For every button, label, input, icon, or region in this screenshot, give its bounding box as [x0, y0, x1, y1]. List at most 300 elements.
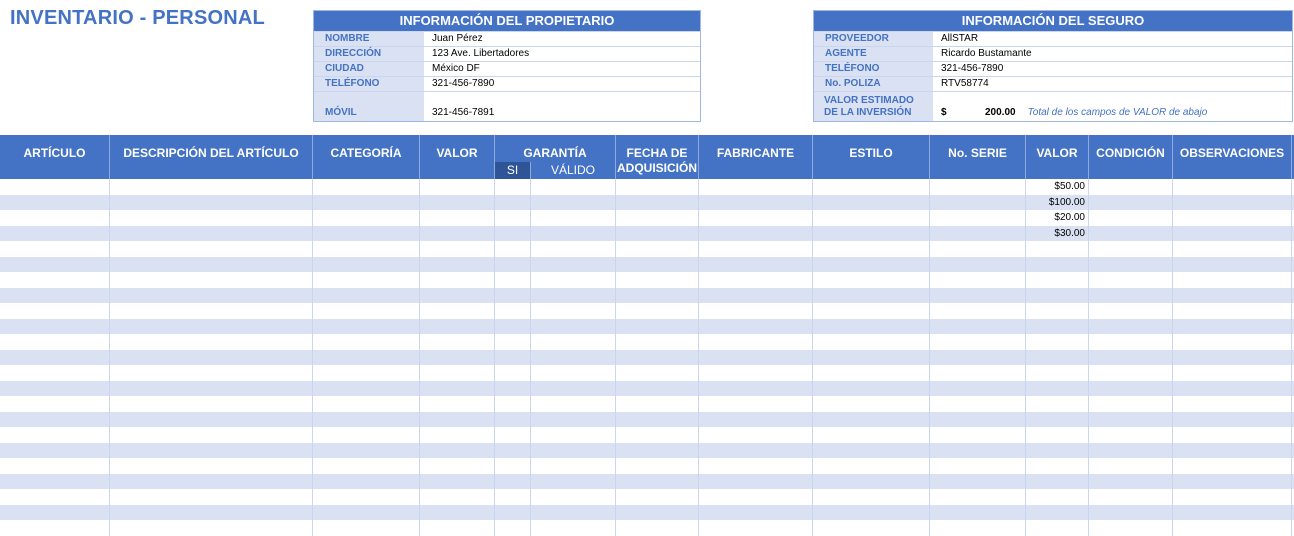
table-cell[interactable]: [110, 365, 313, 381]
table-cell[interactable]: [1089, 210, 1173, 226]
table-cell[interactable]: [616, 272, 699, 288]
table-cell[interactable]: [110, 179, 313, 195]
table-cell[interactable]: [813, 210, 930, 226]
table-cell[interactable]: [420, 458, 495, 474]
table-cell[interactable]: [813, 458, 930, 474]
table-cell[interactable]: [110, 272, 313, 288]
table-cell[interactable]: [110, 412, 313, 428]
table-cell[interactable]: [930, 241, 1026, 257]
table-cell[interactable]: [531, 474, 616, 490]
table-cell[interactable]: [495, 241, 531, 257]
table-cell[interactable]: [1089, 179, 1173, 195]
table-cell[interactable]: [1089, 427, 1173, 443]
table-cell[interactable]: [531, 381, 616, 397]
table-cell[interactable]: [0, 489, 110, 505]
table-cell[interactable]: [930, 257, 1026, 273]
table-cell[interactable]: [930, 396, 1026, 412]
table-cell[interactable]: [813, 257, 930, 273]
col-subheader-warranty-yes[interactable]: SI: [495, 162, 531, 179]
table-cell[interactable]: [813, 272, 930, 288]
table-cell[interactable]: [110, 195, 313, 211]
table-cell[interactable]: [616, 365, 699, 381]
col-header-category[interactable]: CATEGORÍA: [313, 135, 420, 179]
table-cell[interactable]: [495, 257, 531, 273]
table-cell[interactable]: [110, 210, 313, 226]
table-cell[interactable]: [813, 396, 930, 412]
owner-address-value[interactable]: 123 Ave. Libertadores: [432, 48, 530, 59]
table-cell[interactable]: [930, 427, 1026, 443]
table-cell[interactable]: [313, 226, 420, 242]
table-cell[interactable]: [495, 520, 531, 536]
col-header-description[interactable]: DESCRIPCIÓN DEL ARTÍCULO: [110, 135, 313, 179]
table-cell[interactable]: [1089, 396, 1173, 412]
table-cell[interactable]: [616, 303, 699, 319]
table-cell[interactable]: [0, 505, 110, 521]
table-cell[interactable]: [1026, 319, 1089, 335]
table-cell[interactable]: [0, 257, 110, 273]
table-cell[interactable]: [495, 396, 531, 412]
table-cell[interactable]: [110, 288, 313, 304]
table-cell[interactable]: [110, 474, 313, 490]
table-cell[interactable]: [1026, 381, 1089, 397]
table-cell[interactable]: [930, 520, 1026, 536]
table-cell[interactable]: [1173, 474, 1292, 490]
col-header-item[interactable]: ARTÍCULO: [0, 135, 110, 179]
table-cell[interactable]: [616, 412, 699, 428]
table-cell[interactable]: [420, 381, 495, 397]
table-cell[interactable]: [930, 365, 1026, 381]
table-cell[interactable]: [699, 427, 813, 443]
table-cell[interactable]: [495, 443, 531, 459]
table-cell[interactable]: [813, 443, 930, 459]
table-cell[interactable]: [313, 474, 420, 490]
table-cell[interactable]: [1089, 443, 1173, 459]
table-cell[interactable]: [531, 489, 616, 505]
table-cell[interactable]: [313, 272, 420, 288]
table-cell[interactable]: [699, 210, 813, 226]
table-cell[interactable]: [531, 443, 616, 459]
table-cell[interactable]: [699, 179, 813, 195]
table-cell[interactable]: [1173, 288, 1292, 304]
table-cell[interactable]: [616, 334, 699, 350]
table-cell[interactable]: [1089, 381, 1173, 397]
table-cell[interactable]: [110, 257, 313, 273]
table-cell[interactable]: [1026, 303, 1089, 319]
table-cell[interactable]: [1173, 381, 1292, 397]
table-cell[interactable]: [420, 195, 495, 211]
table-cell[interactable]: [531, 520, 616, 536]
table-cell[interactable]: [495, 350, 531, 366]
table-cell[interactable]: [1173, 334, 1292, 350]
table-cell[interactable]: [1026, 489, 1089, 505]
table-cell[interactable]: [1173, 257, 1292, 273]
table-cell[interactable]: [616, 288, 699, 304]
table-cell[interactable]: [813, 381, 930, 397]
table-cell[interactable]: [1173, 272, 1292, 288]
table-cell[interactable]: [813, 489, 930, 505]
table-cell[interactable]: [313, 458, 420, 474]
table-cell[interactable]: [699, 505, 813, 521]
table-cell[interactable]: [495, 210, 531, 226]
table-cell[interactable]: [699, 226, 813, 242]
table-cell[interactable]: [699, 474, 813, 490]
table-cell[interactable]: [313, 412, 420, 428]
table-cell[interactable]: [420, 412, 495, 428]
table-cell[interactable]: [313, 288, 420, 304]
table-cell[interactable]: [1089, 319, 1173, 335]
insurance-agent-value[interactable]: Ricardo Bustamante: [941, 48, 1032, 59]
table-cell[interactable]: [420, 474, 495, 490]
table-cell[interactable]: [813, 350, 930, 366]
table-cell[interactable]: [495, 427, 531, 443]
table-cell[interactable]: [0, 350, 110, 366]
table-cell[interactable]: [1089, 489, 1173, 505]
table-cell[interactable]: [1173, 458, 1292, 474]
table-cell[interactable]: [420, 365, 495, 381]
table-cell[interactable]: [616, 195, 699, 211]
table-cell[interactable]: [699, 195, 813, 211]
table-cell[interactable]: [813, 334, 930, 350]
table-cell[interactable]: [1026, 350, 1089, 366]
table-cell[interactable]: [813, 288, 930, 304]
table-cell[interactable]: [1026, 272, 1089, 288]
table-cell[interactable]: [313, 520, 420, 536]
table-cell[interactable]: [110, 350, 313, 366]
table-cell[interactable]: [1089, 195, 1173, 211]
table-cell[interactable]: [699, 334, 813, 350]
table-cell[interactable]: [1089, 365, 1173, 381]
table-cell[interactable]: [531, 505, 616, 521]
table-cell[interactable]: [313, 489, 420, 505]
table-cell[interactable]: [110, 226, 313, 242]
table-cell[interactable]: [813, 412, 930, 428]
table-cell[interactable]: [1173, 520, 1292, 536]
table-cell[interactable]: [531, 195, 616, 211]
table-cell[interactable]: [616, 319, 699, 335]
table-cell[interactable]: [1173, 489, 1292, 505]
table-cell[interactable]: [1089, 505, 1173, 521]
table-cell[interactable]: [699, 257, 813, 273]
table-cell[interactable]: [1089, 272, 1173, 288]
table-cell[interactable]: [110, 443, 313, 459]
table-cell[interactable]: [1026, 365, 1089, 381]
table-cell[interactable]: [495, 272, 531, 288]
table-cell[interactable]: [616, 505, 699, 521]
table-cell[interactable]: [699, 365, 813, 381]
table-cell[interactable]: [531, 427, 616, 443]
table-cell[interactable]: [313, 210, 420, 226]
table-cell[interactable]: [313, 319, 420, 335]
table-cell[interactable]: [616, 520, 699, 536]
table-cell[interactable]: [813, 505, 930, 521]
table-cell[interactable]: [495, 412, 531, 428]
table-cell[interactable]: [495, 179, 531, 195]
table-cell[interactable]: [0, 319, 110, 335]
table-cell[interactable]: [495, 489, 531, 505]
table-cell[interactable]: [313, 303, 420, 319]
owner-city-value[interactable]: México DF: [432, 63, 480, 74]
table-cell[interactable]: [930, 226, 1026, 242]
table-cell[interactable]: [1173, 195, 1292, 211]
table-cell[interactable]: [0, 474, 110, 490]
table-cell[interactable]: [531, 272, 616, 288]
table-cell[interactable]: [1173, 443, 1292, 459]
table-cell[interactable]: [1089, 350, 1173, 366]
table-cell[interactable]: [110, 458, 313, 474]
table-cell[interactable]: $30.00: [1026, 226, 1089, 242]
table-cell[interactable]: [1089, 288, 1173, 304]
table-cell[interactable]: [930, 381, 1026, 397]
table-cell[interactable]: [930, 474, 1026, 490]
table-cell[interactable]: [0, 412, 110, 428]
table-cell[interactable]: [110, 241, 313, 257]
table-cell[interactable]: [0, 427, 110, 443]
table-cell[interactable]: [699, 396, 813, 412]
table-cell[interactable]: [110, 427, 313, 443]
table-cell[interactable]: [616, 474, 699, 490]
table-cell[interactable]: [1026, 334, 1089, 350]
table-cell[interactable]: [1026, 458, 1089, 474]
table-cell[interactable]: [616, 210, 699, 226]
table-cell[interactable]: [813, 365, 930, 381]
table-cell[interactable]: [531, 458, 616, 474]
table-cell[interactable]: [813, 520, 930, 536]
table-cell[interactable]: [930, 272, 1026, 288]
col-header-condition[interactable]: CONDICIÓN: [1089, 135, 1173, 179]
table-cell[interactable]: [313, 334, 420, 350]
table-cell[interactable]: [0, 396, 110, 412]
table-cell[interactable]: [313, 396, 420, 412]
table-cell[interactable]: [1089, 412, 1173, 428]
table-cell[interactable]: [495, 303, 531, 319]
table-cell[interactable]: [1173, 505, 1292, 521]
table-cell[interactable]: [110, 334, 313, 350]
table-cell[interactable]: [0, 210, 110, 226]
table-cell[interactable]: [531, 365, 616, 381]
table-cell[interactable]: [699, 381, 813, 397]
table-cell[interactable]: [531, 241, 616, 257]
table-cell[interactable]: [930, 303, 1026, 319]
table-cell[interactable]: [531, 334, 616, 350]
table-cell[interactable]: [616, 396, 699, 412]
table-cell[interactable]: [616, 427, 699, 443]
table-cell[interactable]: [699, 520, 813, 536]
table-cell[interactable]: [699, 303, 813, 319]
table-cell[interactable]: [1089, 334, 1173, 350]
col-header-manufacturer[interactable]: FABRICANTE: [699, 135, 813, 179]
owner-mobile-value[interactable]: 321-456-7891: [432, 107, 495, 118]
table-cell[interactable]: [699, 241, 813, 257]
table-cell[interactable]: [930, 195, 1026, 211]
table-cell[interactable]: [1026, 241, 1089, 257]
table-cell[interactable]: [1026, 474, 1089, 490]
table-cell[interactable]: [1173, 210, 1292, 226]
table-cell[interactable]: [1173, 350, 1292, 366]
table-cell[interactable]: [0, 520, 110, 536]
table-cell[interactable]: [495, 334, 531, 350]
table-cell[interactable]: [616, 458, 699, 474]
table-cell[interactable]: [699, 489, 813, 505]
table-cell[interactable]: $50.00: [1026, 179, 1089, 195]
table-cell[interactable]: [1089, 241, 1173, 257]
table-cell[interactable]: [699, 458, 813, 474]
table-cell[interactable]: [930, 412, 1026, 428]
table-cell[interactable]: [699, 319, 813, 335]
table-cell[interactable]: [930, 334, 1026, 350]
table-cell[interactable]: [930, 319, 1026, 335]
table-cell[interactable]: [1173, 412, 1292, 428]
table-cell[interactable]: [1089, 257, 1173, 273]
table-cell[interactable]: [420, 350, 495, 366]
table-cell[interactable]: [313, 365, 420, 381]
table-cell[interactable]: [699, 288, 813, 304]
table-cell[interactable]: [616, 226, 699, 242]
table-cell[interactable]: [0, 365, 110, 381]
table-cell[interactable]: [531, 210, 616, 226]
col-header-observations[interactable]: OBSERVACIONES: [1173, 135, 1292, 179]
table-cell[interactable]: [495, 365, 531, 381]
table-cell[interactable]: [531, 257, 616, 273]
table-cell[interactable]: [420, 288, 495, 304]
table-cell[interactable]: [1026, 443, 1089, 459]
insurance-provider-value[interactable]: AllSTAR: [941, 33, 979, 44]
table-cell[interactable]: [699, 350, 813, 366]
table-cell[interactable]: [1089, 303, 1173, 319]
table-cell[interactable]: [0, 272, 110, 288]
table-cell[interactable]: [1026, 257, 1089, 273]
table-cell[interactable]: [420, 210, 495, 226]
table-cell[interactable]: [1026, 427, 1089, 443]
table-cell[interactable]: [313, 257, 420, 273]
table-cell[interactable]: [420, 179, 495, 195]
table-cell[interactable]: [1026, 412, 1089, 428]
table-cell[interactable]: [1173, 319, 1292, 335]
table-cell[interactable]: [616, 381, 699, 397]
table-cell[interactable]: [420, 303, 495, 319]
table-cell[interactable]: $100.00: [1026, 195, 1089, 211]
table-cell[interactable]: [420, 241, 495, 257]
table-cell[interactable]: [1026, 396, 1089, 412]
table-cell[interactable]: [0, 226, 110, 242]
table-cell[interactable]: [1173, 241, 1292, 257]
table-cell[interactable]: [930, 443, 1026, 459]
table-cell[interactable]: [0, 179, 110, 195]
table-cell[interactable]: [616, 257, 699, 273]
table-cell[interactable]: [313, 195, 420, 211]
table-cell[interactable]: [699, 443, 813, 459]
table-cell[interactable]: [616, 179, 699, 195]
col-subheader-warranty-valid-until[interactable]: VÁLIDO HASTA: [531, 162, 616, 179]
table-cell[interactable]: [813, 303, 930, 319]
table-cell[interactable]: [699, 412, 813, 428]
table-cell[interactable]: [1173, 365, 1292, 381]
table-cell[interactable]: [110, 489, 313, 505]
table-cell[interactable]: [930, 489, 1026, 505]
table-cell[interactable]: [0, 195, 110, 211]
table-cell[interactable]: [313, 241, 420, 257]
table-cell[interactable]: [813, 179, 930, 195]
table-cell[interactable]: [0, 381, 110, 397]
owner-phone-value[interactable]: 321-456-7890: [432, 78, 495, 89]
table-cell[interactable]: [495, 381, 531, 397]
table-cell[interactable]: [930, 350, 1026, 366]
table-cell[interactable]: [110, 319, 313, 335]
table-cell[interactable]: [313, 179, 420, 195]
table-cell[interactable]: [495, 195, 531, 211]
table-cell[interactable]: [1089, 226, 1173, 242]
table-cell[interactable]: [420, 427, 495, 443]
table-cell[interactable]: [495, 319, 531, 335]
table-cell[interactable]: [420, 334, 495, 350]
table-cell[interactable]: [616, 350, 699, 366]
table-cell[interactable]: [531, 412, 616, 428]
col-header-acquisition-date[interactable]: FECHA DE ADQUISICIÓN: [616, 135, 699, 179]
col-header-value[interactable]: VALOR: [420, 135, 495, 179]
col-header-style[interactable]: ESTILO: [813, 135, 930, 179]
table-cell[interactable]: [420, 505, 495, 521]
table-cell[interactable]: [495, 288, 531, 304]
insurance-policy-value[interactable]: RTV58774: [941, 78, 989, 89]
table-cell[interactable]: [813, 195, 930, 211]
table-cell[interactable]: [531, 303, 616, 319]
col-header-serial[interactable]: No. SERIE: [930, 135, 1026, 179]
table-cell[interactable]: [1173, 427, 1292, 443]
table-cell[interactable]: [0, 443, 110, 459]
table-cell[interactable]: [0, 241, 110, 257]
table-cell[interactable]: [1026, 505, 1089, 521]
table-cell[interactable]: [1173, 396, 1292, 412]
table-cell[interactable]: [531, 179, 616, 195]
table-cell[interactable]: [699, 272, 813, 288]
table-cell[interactable]: [495, 474, 531, 490]
table-cell[interactable]: [420, 396, 495, 412]
table-cell[interactable]: [531, 288, 616, 304]
table-cell[interactable]: [813, 226, 930, 242]
table-cell[interactable]: [313, 350, 420, 366]
table-cell[interactable]: [110, 396, 313, 412]
table-cell[interactable]: [813, 427, 930, 443]
table-cell[interactable]: [531, 396, 616, 412]
table-cell[interactable]: [813, 241, 930, 257]
table-cell[interactable]: [1173, 179, 1292, 195]
table-cell[interactable]: [1089, 474, 1173, 490]
table-cell[interactable]: [930, 505, 1026, 521]
table-cell[interactable]: [1173, 303, 1292, 319]
owner-name-value[interactable]: Juan Pérez: [432, 33, 483, 44]
table-cell[interactable]: [1173, 226, 1292, 242]
table-cell[interactable]: [420, 257, 495, 273]
table-cell[interactable]: [110, 303, 313, 319]
table-cell[interactable]: [313, 505, 420, 521]
table-cell[interactable]: [813, 474, 930, 490]
table-cell[interactable]: [420, 443, 495, 459]
table-cell[interactable]: [0, 288, 110, 304]
table-cell[interactable]: [930, 210, 1026, 226]
table-cell[interactable]: [110, 381, 313, 397]
table-cell[interactable]: [420, 226, 495, 242]
table-cell[interactable]: [930, 288, 1026, 304]
table-cell[interactable]: [495, 505, 531, 521]
col-header-warranty[interactable]: GARANTÍA: [495, 135, 616, 162]
table-cell[interactable]: [495, 458, 531, 474]
table-cell[interactable]: [616, 443, 699, 459]
table-cell[interactable]: [313, 427, 420, 443]
table-cell[interactable]: [1026, 288, 1089, 304]
insurance-phone-value[interactable]: 321-456-7890: [941, 63, 1004, 74]
table-cell[interactable]: [531, 350, 616, 366]
table-cell[interactable]: $20.00: [1026, 210, 1089, 226]
table-cell[interactable]: [313, 443, 420, 459]
